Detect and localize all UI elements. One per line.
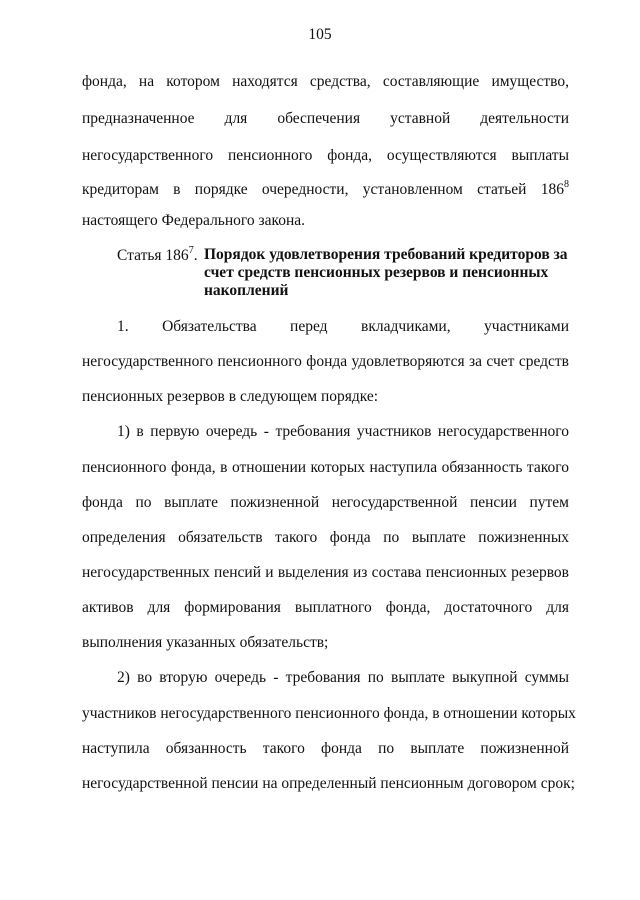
text-line: выполнения указанных обязательств; [82, 634, 329, 651]
text-line: негосударственного пенсионного фонда, осуществляются выплаты [82, 147, 569, 164]
text-line-body: кредиторам в порядке очередности, установленном статьей 186 [82, 181, 564, 198]
superscript: 8 [564, 178, 569, 190]
text-line-with-superscript [82, 180, 569, 200]
text-line: настоящего Федерального закона. [82, 212, 306, 229]
text-line: негосударственных пенсий и выделения из состава пенсионных резервов [82, 564, 569, 581]
text-line: 1) в первую очередь - требования участников негосударственного [117, 423, 569, 440]
text-line: негосударственной пенсии на определенный пенсионным договором срок; [82, 775, 575, 792]
page-number: 105 [308, 26, 332, 43]
text-line: негосударственного пенсионного фонда удовлетворяются за счет средств [82, 353, 569, 370]
text-line: предназначенное для обеспечения уставной деятельности [82, 110, 569, 127]
text-line: наступила обязанность такого фонда по выплате пожизненной [82, 740, 569, 757]
text-line: 1. Обязательства перед вкладчиками, участниками [117, 318, 569, 335]
article-title: Порядок удовлетворения требований кредиторов за счет средств пенсионных резервов и пенсионных накоплений [204, 246, 568, 299]
article-prefix: Статья 186 [117, 247, 189, 264]
text-line: активов для формирования выплатного фонда, достаточного для [82, 599, 569, 616]
text-line: 2) во вторую очередь - требования по выплате выкупной суммы [117, 669, 569, 686]
text-line: пенсионных резервов в следующем порядке: [82, 388, 379, 405]
article-superscript: 7 [188, 244, 194, 256]
text-line: определения обязательств такого фонда по выплате пожизненных [82, 529, 569, 546]
article-dot: . [193, 247, 198, 264]
text-line: пенсионного фонда, в отношении которых наступила обязанность такого [82, 459, 569, 476]
text-line: фонда по выплате пожизненной негосударственной пенсии путем [82, 494, 569, 511]
article-number [117, 246, 198, 266]
text-line: фонда, на котором находятся средства, составляющие имущество, [82, 73, 569, 90]
text-line: участников негосударственного пенсионного фонда, в отношении которых [82, 705, 576, 722]
